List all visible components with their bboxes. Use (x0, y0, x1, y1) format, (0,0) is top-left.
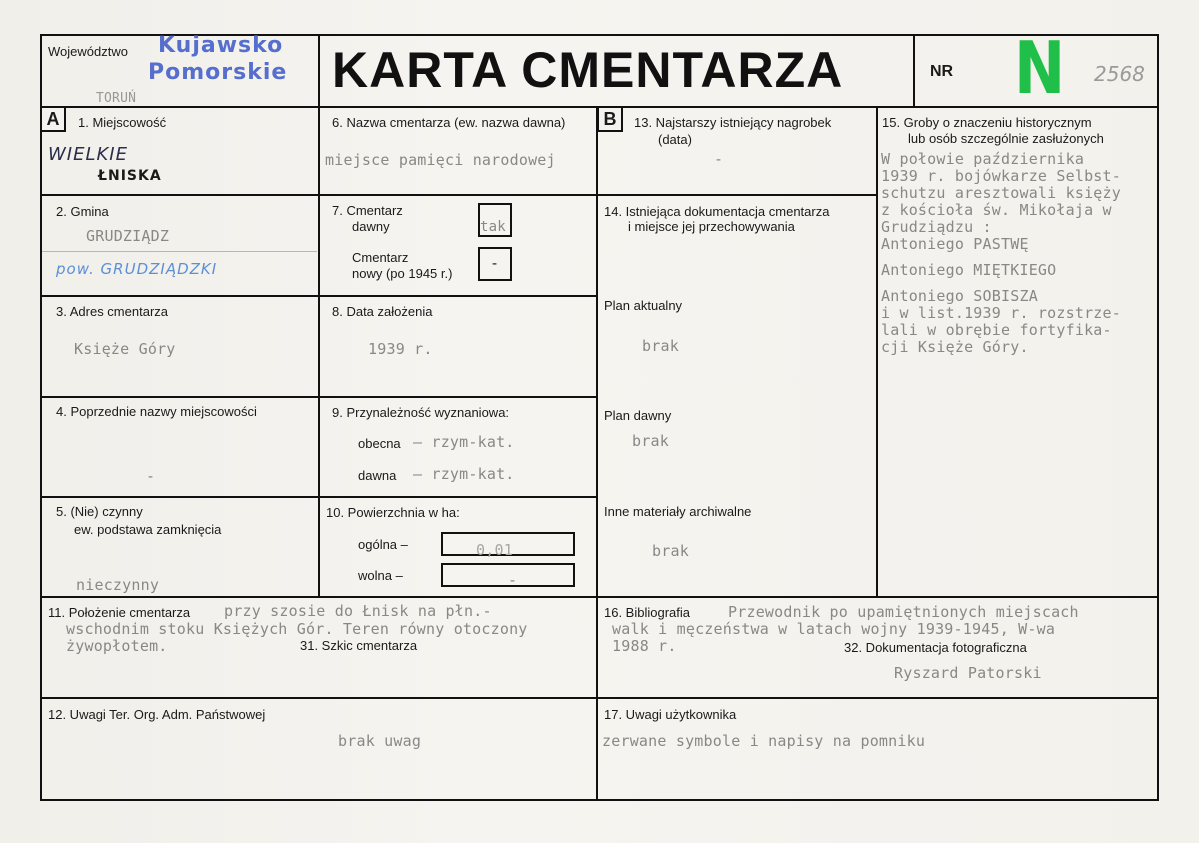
f1-handwritten-line1: WIELKIE (48, 144, 128, 165)
row-divider-2 (40, 295, 598, 297)
f15-text-line: schutzu aresztowali księży (881, 184, 1121, 202)
f7-dawny-value: tak (480, 219, 506, 235)
f5-value: nieczynny (76, 576, 160, 594)
f6-label: 6. Nazwa cmentarza (ew. nazwa dawna) (332, 115, 566, 130)
f14-label-line2: i miejsce jej przechowywania (628, 219, 795, 234)
f13-label-line1: 13. Najstarszy istniejący nagrobek (634, 115, 832, 130)
card-title: KARTA CMENTARZA (332, 42, 844, 98)
f11-label: 11. Położenie cmentarza (48, 605, 191, 620)
f7-nowy-label-line1: Cmentarz (352, 250, 409, 265)
f10-wolna-value: - (508, 571, 518, 589)
f11-line2: wschodnim stoku Księżych Gór. Teren równy otoczony (66, 620, 528, 638)
f15-text-line: Antoniego MIĘTKIEGO (881, 261, 1057, 279)
f15-text-line: Antoniego PASTWĘ (881, 235, 1029, 253)
row-divider-4 (40, 496, 598, 498)
f7-dawny-label-line1: 7. Cmentarz (332, 203, 403, 218)
header-col-divider-2 (913, 34, 915, 106)
f3-value: Księże Góry (74, 340, 176, 358)
row-divider-1 (40, 194, 598, 196)
f11-sketch-label: 31. Szkic cmentarza (300, 638, 418, 653)
f13-label-line2: (data) (658, 132, 692, 147)
f7-nowy-label-line2: nowy (po 1945 r.) (352, 266, 453, 281)
f15-text-line: W połowie października (881, 150, 1085, 168)
wojewodztwo-label: Województwo (48, 44, 128, 59)
f15-text-line: i w list.1939 r. rozstrze- (881, 304, 1121, 322)
f4-value: - (146, 467, 156, 485)
row-divider-6 (40, 697, 1159, 699)
f10-ogolna-label: ogólna – (358, 537, 408, 552)
f15-text-line: cji Księże Góry. (881, 338, 1029, 356)
f10-ogolna-value: 0,01 (476, 541, 513, 559)
row-divider-5 (40, 596, 1159, 598)
f14-plan-dawny-label: Plan dawny (604, 408, 672, 423)
f1-handwritten-line2: ŁNISKA (98, 168, 162, 184)
f1-label: 1. Miejscowość (78, 115, 167, 130)
f12-value: brak uwag (338, 732, 422, 750)
f10-wolna-label: wolna – (358, 568, 403, 583)
f16-line1: Przewodnik po upamiętnionych miejscach (728, 603, 1079, 621)
f14-plan-aktualny-value: brak (642, 337, 679, 355)
f16-line3: 1988 r. (612, 637, 677, 655)
f15-text-line: Grudziądzu : (881, 218, 992, 236)
voivodeship-stamp-line1: Kujawsko (158, 33, 284, 58)
f14-label-line1: 14. Istniejąca dokumentacja cmentarza (604, 204, 830, 219)
f7-dawny-label-line2: dawny (352, 219, 390, 234)
section-a-marker: A (40, 106, 66, 132)
f11-line1: przy szosie do Łnisk na płn.- (224, 602, 492, 620)
f15-label-line2: lub osób szczególnie zasłużonych (908, 131, 1104, 146)
right-col-divider (876, 106, 878, 596)
f5-label-line2: ew. podstawa zamknięcia (74, 522, 222, 537)
f14-inne-value: brak (652, 542, 689, 560)
f5-label-line1: 5. (Nie) czynny (56, 504, 143, 519)
f9-label: 9. Przynależność wyznaniowa: (332, 405, 510, 420)
old-voivodeship-value: TORUŃ (96, 91, 137, 106)
f8-label: 8. Data założenia (332, 304, 433, 319)
f2-handwritten-county: pow. GRUDZIĄDZKI (56, 260, 218, 278)
f16-photo-label: 32. Dokumentacja fotograficzna (844, 640, 1027, 655)
gmina-thin-line (42, 251, 317, 252)
f15-text-line: lali w obrębie fortyfika- (881, 321, 1112, 339)
f14-plan-aktualny-label: Plan aktualny (604, 298, 683, 313)
f3-label: 3. Adres cmentarza (56, 304, 168, 319)
f7-nowy-value: - (490, 254, 500, 272)
f12-label: 12. Uwagi Ter. Org. Adm. Państwowej (48, 707, 266, 722)
f16-label: 16. Bibliografia (604, 605, 690, 620)
f6-value: miejsce pamięci narodowej (325, 151, 556, 169)
row-divider-3 (40, 396, 598, 398)
f15-text-line: 1939 r. bojówkarze Selbst- (881, 167, 1121, 185)
f15-label-line1: 15. Groby o znaczeniu historycznym (882, 115, 1092, 130)
nr-label: NR (930, 63, 954, 80)
f2-value: GRUDZIĄDZ (86, 227, 170, 245)
f9-dawna-value: – rzym-kat. (413, 465, 515, 483)
f15-text-line: Antoniego SOBISZA (881, 287, 1038, 305)
section-b-marker: B (597, 106, 623, 132)
row-divider-b1 (596, 194, 878, 196)
f9-obecna-label: obecna (358, 436, 401, 451)
voivodeship-stamp-line2: Pomorskie (148, 60, 288, 85)
f2-label: 2. Gmina (56, 204, 109, 219)
f11-line3: żywopłotem. (66, 637, 168, 655)
f13-value: - (714, 150, 724, 168)
header-col-divider-1 (318, 34, 320, 596)
f17-value: zerwane symbole i napisy na pomniku (602, 732, 926, 750)
f17-label: 17. Uwagi użytkownika (604, 707, 737, 722)
f4-label: 4. Poprzednie nazwy miejscowości (56, 404, 257, 419)
f10-label: 10. Powierzchnia w ha: (326, 505, 460, 520)
f9-obecna-value: – rzym-kat. (413, 433, 515, 451)
f15-text-line: z kościoła św. Mikołaja w (881, 201, 1112, 219)
f16-line2: walk i męczeństwa w latach wojny 1939-1945, W-wa (612, 620, 1056, 638)
f14-inne-label: Inne materiały archiwalne (604, 504, 752, 519)
f8-value: 1939 r. (368, 340, 433, 358)
f16-photo-value: Ryszard Patorski (894, 664, 1042, 682)
f9-dawna-label: dawna (358, 468, 397, 483)
nr-letter-marker: N (1014, 26, 1066, 110)
f14-plan-dawny-value: brak (632, 432, 669, 450)
nr-number: 2568 (1094, 62, 1145, 86)
